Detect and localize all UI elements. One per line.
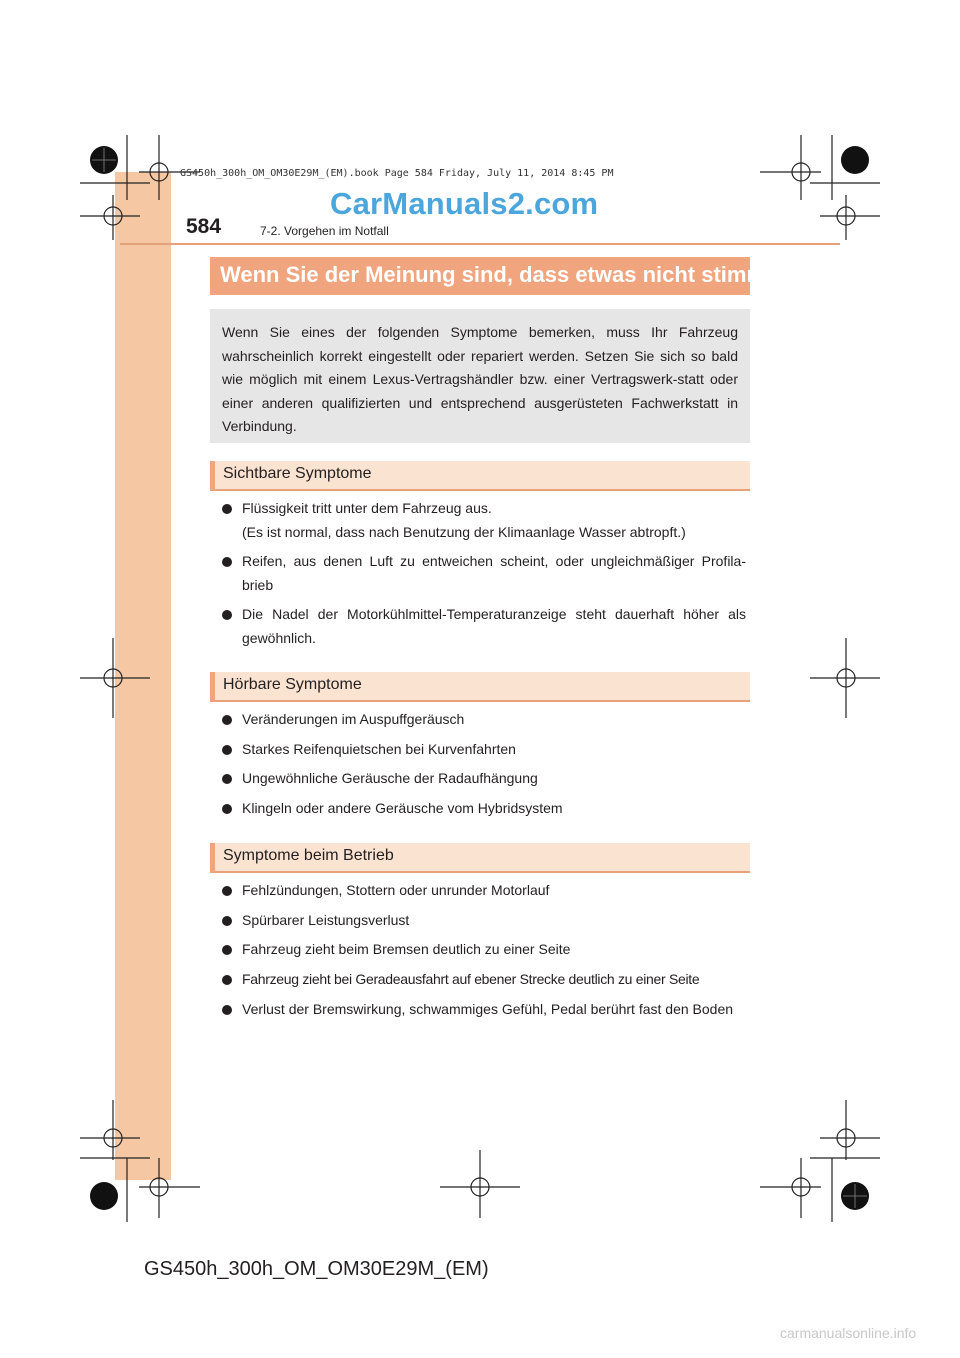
subheading-label: Hörbare Symptome [223,676,362,693]
list-item-text: Klingeln oder andere Geräusche vom Hybridsystem [242,800,563,816]
subheading-label: Symptome beim Betrieb [223,847,394,864]
bullet-dot-icon [222,557,232,567]
subheading-visible-symptoms [210,461,750,491]
bullet-dot-icon [222,745,232,755]
list-item [222,968,746,992]
page-number: 584 [186,215,222,238]
site-logo: carmanualsonline.info [780,1325,917,1341]
list-item-text: Spürbarer Leistungsverlust [242,912,410,928]
subheading-operating-symptoms [210,843,750,873]
list-item-text: Starkes Reifenquietschen bei Kurvenfahrten [242,741,516,757]
watermark-logo: CarManuals2.com [330,186,599,221]
list-item-text: Veränderungen im Auspuffgeräusch [242,711,465,727]
bullet-dot-icon [222,916,232,926]
list-item-text: Verlust der Bremswirkung, schwammiges Gefühl, Pedal berührt fast den Boden [242,1001,734,1017]
bullet-dot-icon [222,804,232,814]
list-item [222,738,746,762]
list-item-text: Die Nadel der Motorkühlmittel-Temperaturanzeige steht dauerhaft höher als gewöhnlich. [242,606,746,646]
list-item [222,938,746,962]
section-heading: 7-2. Vorgehen im Notfall [260,224,389,238]
crosshair-right-lower [820,1100,880,1160]
header-rule [120,243,840,245]
print-info-line: GS450h_300h_OM_OM30E29M_(EM).book Page 584 Friday, July 11, 2014 8:45 PM [180,168,614,179]
list-item-text: Fahrzeug zieht bei Geradeausfahrt auf ebener Strecke deutlich zu einer Seite [242,971,700,987]
list-item-text: Ungewöhnliche Geräusche der Radaufhängung [242,770,538,786]
bullet-dot-icon [222,886,232,896]
crosshair-right-upper [820,195,880,240]
crosshair-bottom-left [139,1158,200,1218]
subheading-audible-symptoms [210,672,750,702]
bullet-dot-icon [222,975,232,985]
bullet-dot-icon [222,1005,232,1015]
list-item [222,998,746,1022]
intro-box [210,309,750,443]
document-code: GS450h_300h_OM_OM30E29M_(EM) [144,1258,489,1280]
list-item [222,708,746,732]
crosshair-bottom-right [760,1158,821,1218]
crosshair-left-lower [80,1100,140,1160]
list-item [222,797,746,821]
bullet-dot-icon [222,945,232,955]
list-item [222,767,746,791]
list-item [222,909,746,933]
list-item [222,550,746,597]
bullet-dot-icon [222,504,232,514]
bullet-dot-icon [222,610,232,620]
list-item [222,603,746,650]
bullet-dot-icon [222,715,232,725]
crosshair-bottom-center [440,1150,520,1218]
crosshair-top-right [760,135,821,200]
list-item-text: Flüssigkeit tritt unter dem Fahrzeug aus. (Es ist normal, dass nach Benutzung der Klimaanlage Wasser abtropft.) [242,500,686,540]
intro-text: Wenn Sie eines der folgenden Symptome bemerken, muss Ihr Fahrzeug wahrscheinlich korrekt eingestellt oder repariert werden. Setzen Sie sich so bald wie möglich mit einem Lexus-Vertragshändler bzw. einer Vertragswerk-statt oder einer anderen qualifizierten und entsprechend ausgerüsteten Fachwerkstatt in Verbindung. [222,324,738,434]
bullet-dot-icon [222,774,232,784]
crosshair-left-upper [80,195,140,240]
crosshair-left-mid [80,638,150,718]
list-item-text: Fahrzeug zieht beim Bremsen deutlich zu einer Seite [242,941,571,957]
page-title: Wenn Sie der Meinung sind, dass etwas nicht stimmt [220,262,774,287]
crosshair-right-mid [810,638,880,718]
page-title-bar [210,257,774,295]
list-item [222,497,746,544]
list-item-text: Reifen, aus denen Luft zu entweichen scheint, oder ungleichmäßiger Profila-brieb [242,553,746,593]
subheading-label: Sichtbare Symptome [223,465,372,482]
list-item-text: Fehlzündungen, Stottern oder unrunder Motorlauf [242,882,550,898]
list-item [222,879,746,903]
